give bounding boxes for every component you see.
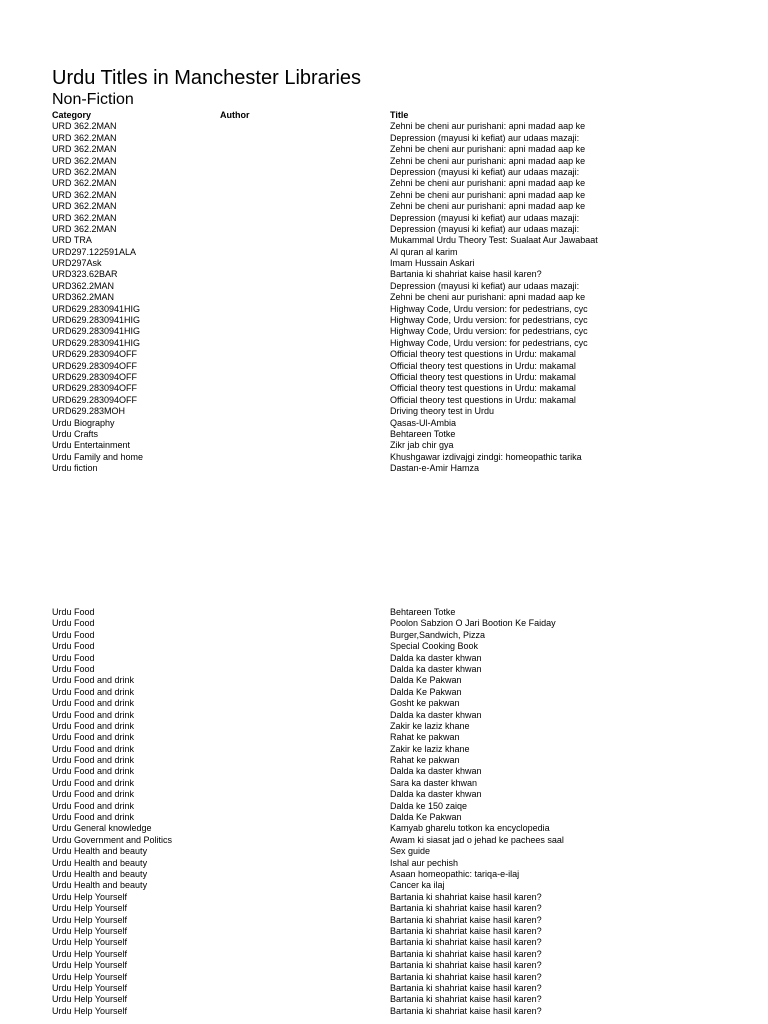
cell-category: URD 362.2MAN [52, 178, 117, 189]
table-row [52, 687, 752, 698]
table-row [52, 892, 752, 903]
cell-title: Rahat ke pakwan [390, 755, 460, 766]
table-row [52, 915, 752, 926]
cell-category: Urdu Help Yourself [52, 1005, 128, 1016]
cell-category: URD 362.2MAN [52, 132, 117, 143]
table-row [52, 903, 752, 914]
cell-category: Urdu Food and drink [52, 766, 135, 777]
table-row [52, 406, 752, 417]
table-row [52, 304, 752, 315]
cell-title: Dastan-e-Amir Hamza [390, 463, 480, 474]
cell-category: URD629.2830941HIG [52, 315, 141, 326]
table-row [52, 880, 752, 891]
cell-category: Urdu Help Yourself [52, 948, 128, 959]
table-row [52, 235, 752, 246]
table-row [52, 269, 752, 280]
cell-title: Awam ki siasat jad o jehad ke pachees saal [390, 834, 564, 845]
cell-title: Zakir ke laziz khane [390, 743, 470, 754]
table-row [52, 395, 752, 406]
table-row [52, 630, 752, 641]
cell-title: Highway Code, Urdu version: for pedestrians, cyc [390, 303, 588, 314]
cell-title: Zehni be cheni aur purishani: apni madad aap ke [390, 178, 586, 189]
cell-category: Urdu Health and beauty [52, 857, 148, 868]
cell-category: URD TRA [52, 235, 92, 246]
table-row [52, 823, 752, 834]
cell-title: Official theory test questions in Urdu: makamal [390, 394, 576, 405]
header-category: Category [52, 110, 92, 120]
cell-category: Urdu Food [52, 607, 95, 617]
cell-category: URD629.2830941HIG [52, 326, 141, 337]
cell-title: Dalda ka daster khwan [390, 789, 482, 800]
cell-title: Bartania ki shahriat kaise hasil karen? [390, 914, 542, 925]
cell-category: Urdu Government and Politics [52, 834, 173, 845]
cell-title: Rahat ke pakwan [390, 732, 460, 743]
cell-title: Dalda ka daster khwan [390, 663, 482, 674]
cell-category: Urdu Help Yourself [52, 994, 128, 1005]
table-row [52, 664, 752, 675]
cell-category: Urdu Food and drink [52, 709, 135, 720]
table-row [52, 463, 752, 474]
cell-title: Zehni be cheni aur purishani: apni madad aap ke [390, 155, 586, 166]
table-row [52, 190, 752, 201]
cell-category: URD629.283094OFF [52, 383, 138, 394]
table-row [52, 983, 752, 994]
cell-category: URD 362.2MAN [52, 223, 117, 234]
cell-title: Depression (mayusi ki kefiat) aur udaas mazaji: [390, 166, 580, 177]
table-row [52, 349, 752, 360]
cell-title: Dalda Ke Pakwan [390, 675, 462, 686]
table-row [52, 744, 752, 755]
cell-category: Urdu Food and drink [52, 800, 135, 811]
cell-category: Urdu Food and drink [52, 698, 135, 709]
table-row [52, 766, 752, 777]
cell-category: Urdu Help Yourself [52, 891, 128, 902]
cell-title: Al quran al karim [390, 246, 458, 257]
cell-category: Urdu Food and drink [52, 755, 135, 766]
cell-category: URD297Ask [52, 258, 102, 269]
table-row [52, 653, 752, 664]
cell-title: Bartania ki shahriat kaise hasil karen? [390, 903, 542, 914]
cell-category: Urdu Food and drink [52, 686, 135, 697]
cell-category: URD 362.2MAN [52, 212, 117, 223]
cell-title: Imam Hussain Askari [390, 258, 475, 269]
table-row [52, 732, 752, 743]
cell-title: Dalda ka daster khwan [390, 709, 482, 720]
table-row [52, 178, 752, 189]
table-row [52, 315, 752, 326]
cell-category: URD629.283094OFF [52, 394, 138, 405]
table-body-top [52, 121, 752, 474]
cell-title: Official theory test questions in Urdu: makamal [390, 360, 576, 371]
cell-category: Urdu Food and drink [52, 743, 135, 754]
cell-category: URD629.2830941HIG [52, 337, 141, 348]
table-row [52, 960, 752, 971]
cell-category: URD323.62BAR [52, 269, 118, 280]
cell-category: Urdu Help Yourself [52, 925, 128, 936]
cell-title: Zehni be cheni aur purishani: apni madad aap ke [390, 189, 586, 200]
table-row [52, 452, 752, 463]
cell-title: Dalda ka daster khwan [390, 766, 482, 777]
table-row [52, 710, 752, 721]
table-row [52, 994, 752, 1005]
table-row [52, 121, 752, 132]
cell-title: Zehni be cheni aur purishani: apni madad aap ke [390, 201, 586, 212]
table-row [52, 869, 752, 880]
cell-title: Depression (mayusi ki kefiat) aur udaas mazaji: [390, 132, 580, 143]
table-row [52, 281, 752, 292]
cell-category: Urdu Food [52, 641, 95, 652]
cell-category: URD629.283MOH [52, 406, 126, 417]
cell-category: URD 362.2MAN [52, 121, 117, 132]
cell-title: Dalda ka daster khwan [390, 652, 482, 663]
table-row [52, 812, 752, 823]
table-row [52, 292, 752, 303]
cell-title: Sara ka daster khwan [390, 777, 478, 788]
table-row [52, 383, 752, 394]
cell-title: Special Cooking Book [390, 641, 479, 652]
table-row [52, 858, 752, 869]
cell-title: Official theory test questions in Urdu: makamal [390, 383, 576, 394]
table-row [52, 418, 752, 429]
table-row [52, 429, 752, 440]
cell-title: Kamyab gharelu totkon ka encyclopedia [390, 823, 550, 834]
table-row [52, 778, 752, 789]
table-row [52, 846, 752, 857]
page-subtitle: Non-Fiction [52, 91, 134, 108]
cell-category: Urdu Help Yourself [52, 982, 128, 993]
table-row [52, 156, 752, 167]
cell-title: Highway Code, Urdu version: for pedestrians, cyc [390, 315, 588, 326]
cell-title: Bartania ki shahriat kaise hasil karen? [390, 1005, 542, 1016]
cell-category: URD297.122591ALA [52, 246, 137, 257]
cell-title: Bartania ki shahriat kaise hasil karen? [390, 269, 542, 280]
table-row [52, 372, 752, 383]
cell-category: URD 362.2MAN [52, 189, 117, 200]
cell-category: Urdu Crafts [52, 428, 99, 439]
cell-category: Urdu Food and drink [52, 720, 135, 731]
cell-category: Urdu Food [52, 652, 95, 663]
cell-category: Urdu Help Yourself [52, 914, 128, 925]
cell-category: URD629.283094OFF [52, 360, 138, 371]
cell-title: Bartania ki shahriat kaise hasil karen? [390, 971, 542, 982]
cell-category: Urdu Family and home [52, 451, 144, 462]
cell-category: URD 362.2MAN [52, 155, 117, 166]
cell-category: Urdu Food and drink [52, 675, 135, 686]
table-row [52, 247, 752, 258]
cell-title: Cancer ka ilaj [390, 880, 445, 891]
cell-title: Behtareen Totke [390, 607, 456, 617]
table-row [52, 675, 752, 686]
cell-category: Urdu Food [52, 663, 95, 674]
cell-category: Urdu Food and drink [52, 732, 135, 743]
table-row [52, 801, 752, 812]
cell-category: Urdu Food [52, 629, 95, 640]
table-header [52, 110, 752, 121]
cell-title: Bartania ki shahriat kaise hasil karen? [390, 891, 542, 902]
cell-title: Burger,Sandwich, Pizza [390, 629, 486, 640]
cell-category: Urdu Food and drink [52, 812, 135, 823]
cell-title: Zakir ke laziz khane [390, 720, 470, 731]
table-row [52, 937, 752, 948]
table-row [52, 789, 752, 800]
cell-title: Official theory test questions in Urdu: makamal [390, 371, 576, 382]
table-row [52, 440, 752, 451]
cell-title: Dalda ke 150 zaiqe [390, 800, 468, 811]
cell-title: Behtareen Totke [390, 428, 456, 439]
cell-category: Urdu Food and drink [52, 777, 135, 788]
cell-category: Urdu Health and beauty [52, 880, 148, 891]
cell-category: URD362.2MAN [52, 280, 115, 291]
table-row [52, 949, 752, 960]
cell-category: URD362.2MAN [52, 292, 115, 303]
table-row [52, 641, 752, 652]
cell-title: Asaan homeopathic: tariqa-e-ilaj [390, 868, 520, 879]
table-row [52, 133, 752, 144]
cell-category: Urdu General knowledge [52, 823, 152, 834]
table-row [52, 755, 752, 766]
header-author: Author [220, 110, 250, 120]
table-body-bottom [52, 607, 752, 1017]
cell-title: Depression (mayusi ki kefiat) aur udaas mazaji: [390, 280, 580, 291]
table-row [52, 618, 752, 629]
table-row [52, 926, 752, 937]
cell-title: Dalda Ke Pakwan [390, 812, 462, 823]
cell-category: Urdu Food and drink [52, 789, 135, 800]
table-row [52, 167, 752, 178]
header-title: Title [390, 110, 409, 120]
cell-title: Highway Code, Urdu version: for pedestrians, cyc [390, 337, 588, 348]
cell-title: Zikr jab chir gya [390, 440, 454, 451]
cell-title: Bartania ki shahriat kaise hasil karen? [390, 982, 542, 993]
table-row [52, 721, 752, 732]
cell-category: Urdu Help Yourself [52, 903, 128, 914]
table-row [52, 972, 752, 983]
cell-title: Bartania ki shahriat kaise hasil karen? [390, 937, 542, 948]
table-row [52, 607, 752, 618]
cell-title: Bartania ki shahriat kaise hasil karen? [390, 948, 542, 959]
cell-category: Urdu Help Yourself [52, 971, 128, 982]
table-row [52, 698, 752, 709]
cell-category: Urdu fiction [52, 463, 98, 474]
cell-category: URD629.2830941HIG [52, 303, 141, 314]
cell-category: Urdu Food [52, 618, 95, 629]
cell-category: Urdu Entertainment [52, 440, 131, 451]
cell-title: Gosht ke pakwan [390, 698, 460, 709]
table-row [52, 338, 752, 349]
cell-title: Zehni be cheni aur purishani: apni madad aap ke [390, 121, 586, 132]
cell-title: Dalda Ke Pakwan [390, 686, 462, 697]
cell-category: URD 362.2MAN [52, 166, 117, 177]
cell-title: Driving theory test in Urdu [390, 406, 495, 417]
table-row [52, 201, 752, 212]
cell-title: Bartania ki shahriat kaise hasil karen? [390, 994, 542, 1005]
table-row [52, 224, 752, 235]
table-row [52, 144, 752, 155]
cell-category: URD 362.2MAN [52, 144, 117, 155]
cell-category: URD629.283094OFF [52, 349, 138, 360]
cell-category: Urdu Biography [52, 417, 115, 428]
cell-category: Urdu Help Yourself [52, 960, 128, 971]
cell-category: URD629.283094OFF [52, 371, 138, 382]
table-row [52, 213, 752, 224]
table-row [52, 1006, 752, 1017]
document-page [52, 66, 752, 1016]
cell-title: Depression (mayusi ki kefiat) aur udaas mazaji: [390, 223, 580, 234]
cell-category: Urdu Health and beauty [52, 868, 148, 879]
cell-title: Official theory test questions in Urdu: makamal [390, 349, 576, 360]
table-row [52, 258, 752, 269]
cell-title: Zehni be cheni aur purishani: apni madad aap ke [390, 144, 586, 155]
cell-title: Bartania ki shahriat kaise hasil karen? [390, 960, 542, 971]
cell-title: Bartania ki shahriat kaise hasil karen? [390, 925, 542, 936]
cell-title: Mukammal Urdu Theory Test: Sualaat Aur Jawabaat [390, 235, 598, 246]
cell-category: Urdu Health and beauty [52, 846, 148, 857]
table-row [52, 835, 752, 846]
page-title: Urdu Titles in Manchester Libraries [52, 67, 362, 89]
cell-title: Highway Code, Urdu version: for pedestrians, cyc [390, 326, 588, 337]
cell-title: Poolon Sabzion O Jari Bootion Ke Faiday [390, 618, 556, 629]
cell-category: URD 362.2MAN [52, 201, 117, 212]
cell-title: Ishal aur pechish [390, 857, 459, 868]
cell-title: Sex guide [390, 846, 431, 857]
table-row [52, 361, 752, 372]
table-row [52, 326, 752, 337]
cell-category: Urdu Help Yourself [52, 937, 128, 948]
cell-title: Khushgawar izdivajgi zindgi: homeopathic tarika [390, 451, 582, 462]
cell-title: Qasas-Ul-Ambia [390, 417, 457, 428]
cell-title: Depression (mayusi ki kefiat) aur udaas mazaji: [390, 212, 580, 223]
cell-title: Zehni be cheni aur purishani: apni madad aap ke [390, 292, 586, 303]
